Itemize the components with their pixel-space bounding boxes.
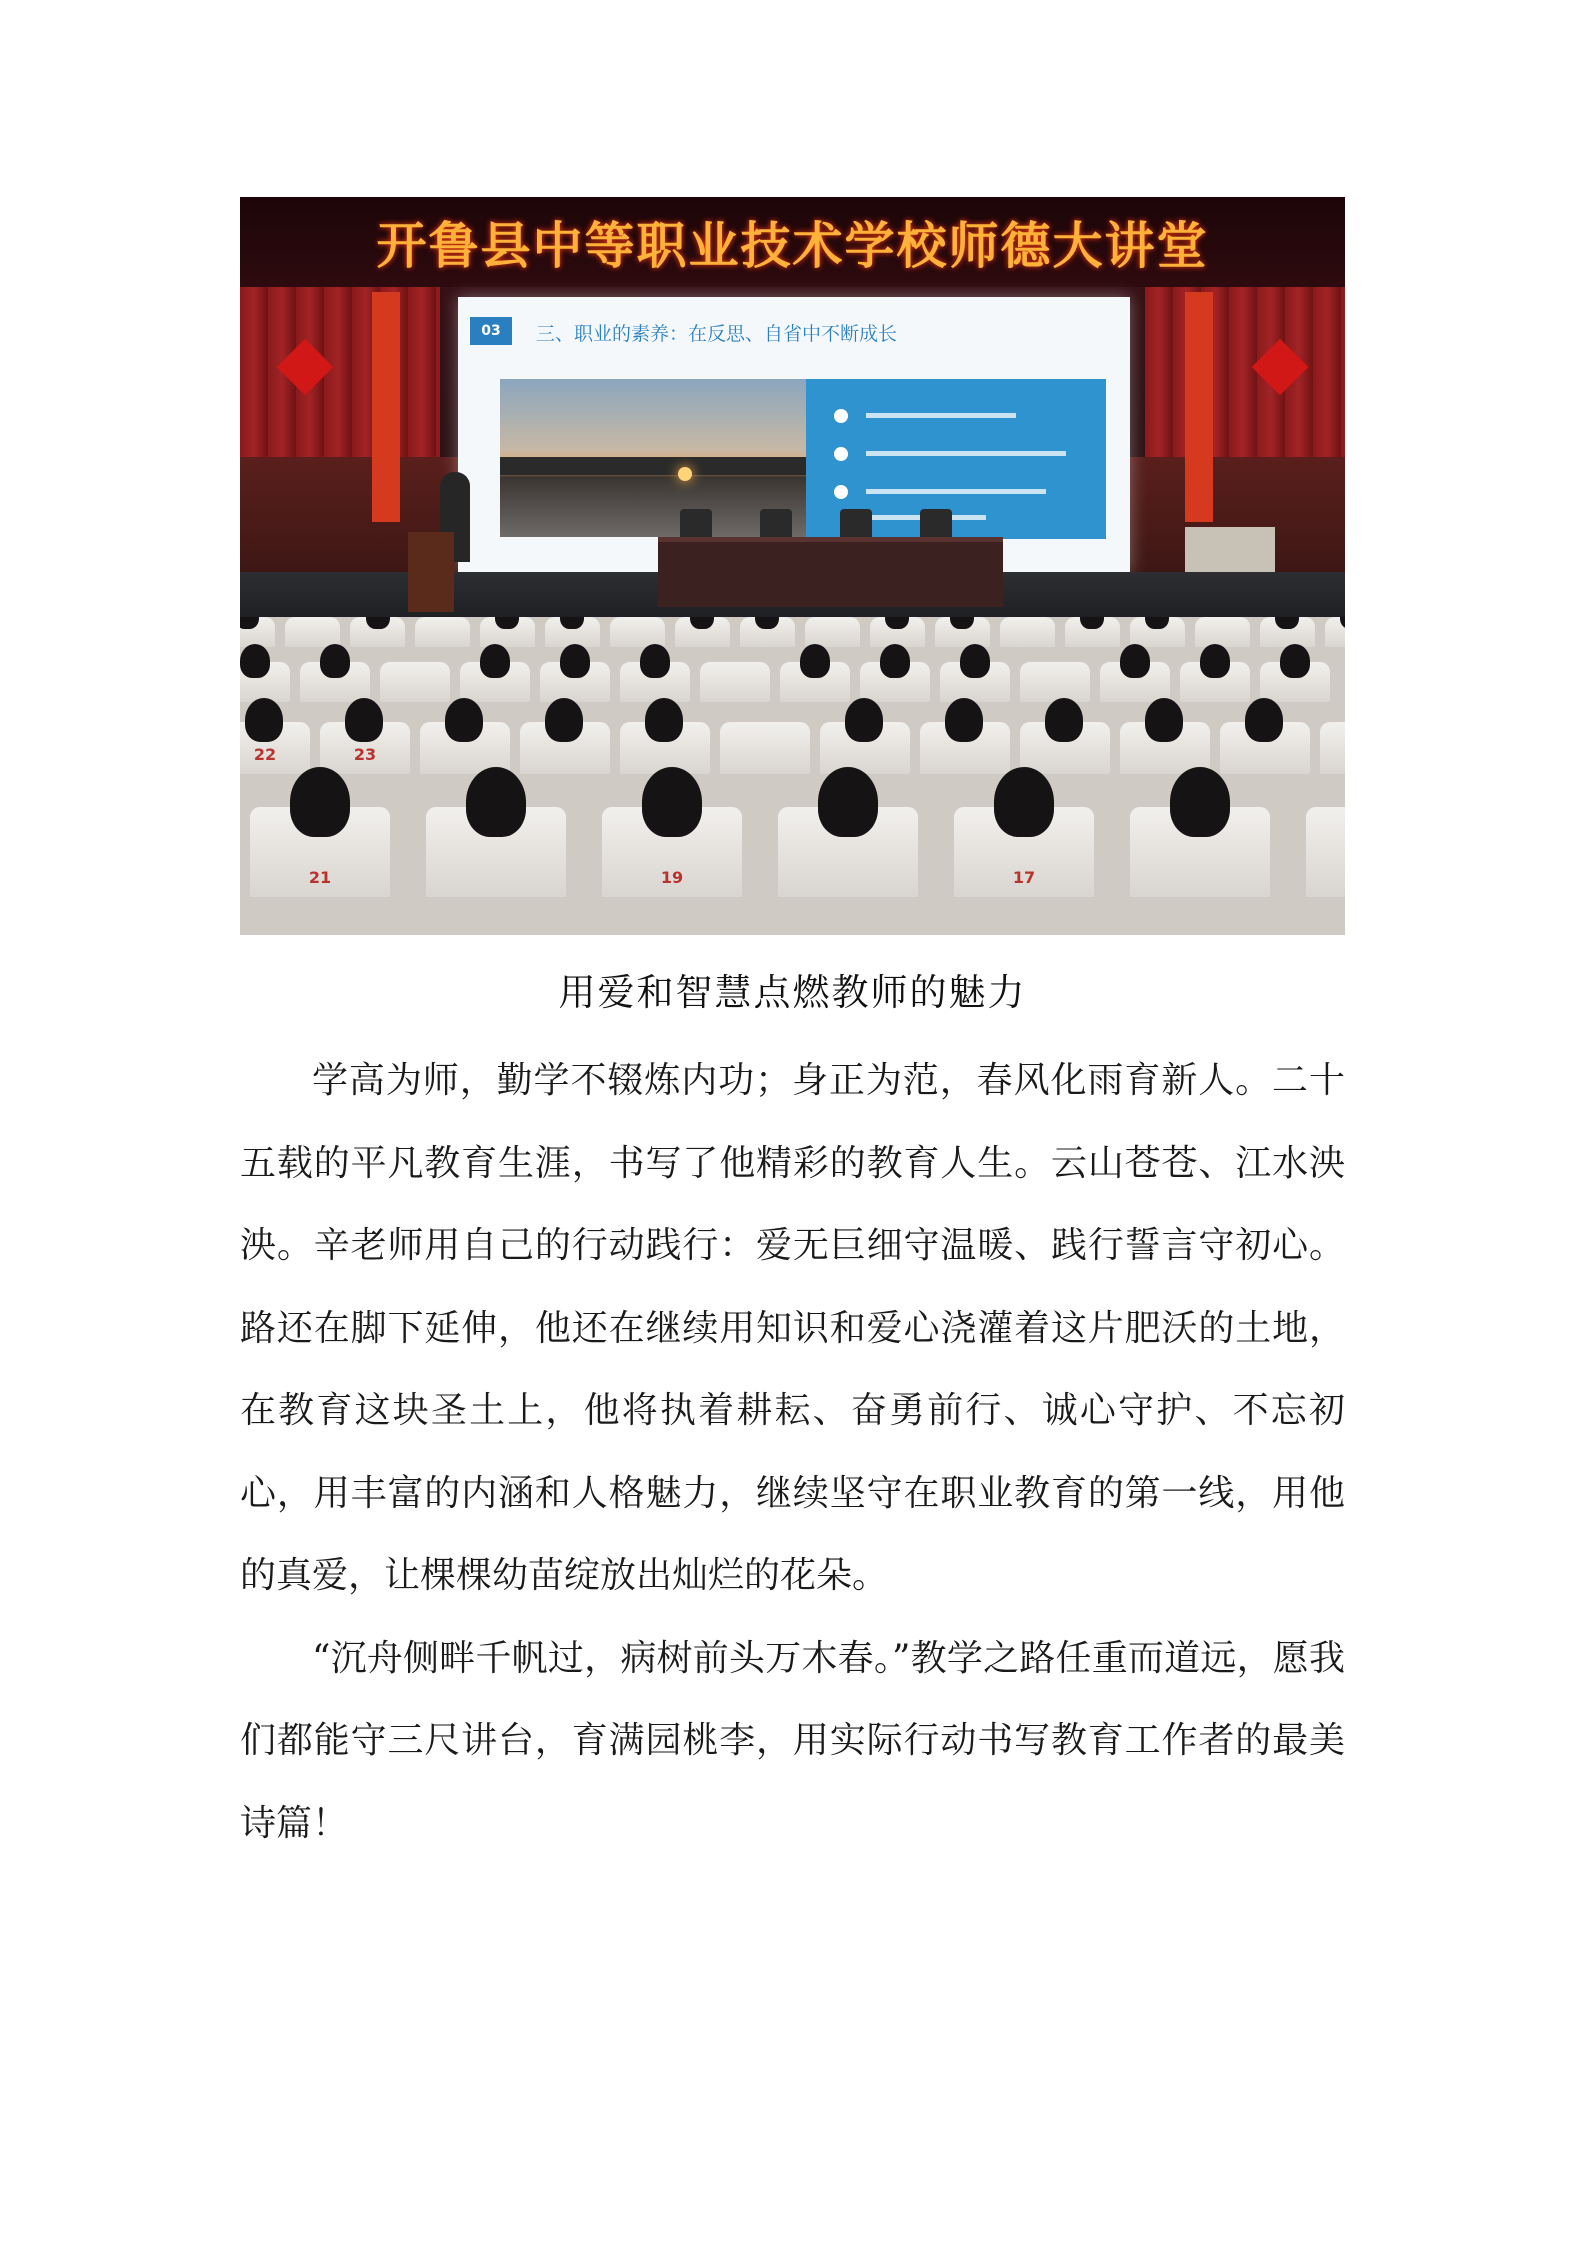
left-couplet-banner bbox=[372, 292, 400, 522]
seat-number: 21 bbox=[308, 868, 332, 887]
seat-number: 17 bbox=[1012, 868, 1036, 887]
sun-icon bbox=[678, 467, 692, 481]
article-body bbox=[240, 1040, 1345, 1865]
stacked-boxes bbox=[1185, 527, 1275, 572]
seat-number: 19 bbox=[660, 868, 684, 887]
podium bbox=[408, 532, 454, 612]
presidium-table bbox=[658, 537, 1003, 607]
banner-text: 开鲁县中等职业技术学校师德大讲堂 bbox=[376, 216, 1209, 275]
right-couplet-banner bbox=[1185, 292, 1213, 522]
seat-number: 23 bbox=[353, 745, 377, 764]
slide-number: 03 bbox=[470, 317, 512, 345]
lecture-hall-photo bbox=[240, 197, 1345, 935]
seat-number: 22 bbox=[253, 745, 277, 764]
audience-seating bbox=[240, 617, 1345, 935]
slide-title: 三、职业的素养：在反思、自省中不断成长 bbox=[536, 323, 898, 345]
photo-caption: 用爱和智慧点燃教师的魅力 bbox=[558, 971, 1027, 1014]
article-paragraph: “沉舟侧畔千帆过，病树前头万木春。”教学之路任重而道远，愿我们都能守三尺讲台，育满园桃李，用实际行动书写教育工作者的最美诗篇！ bbox=[240, 1637, 1345, 1844]
article-paragraph: 学高为师，勤学不辍炼内功；身正为范，春风化雨育新人。二十五载的平凡教育生涯，书写了他精彩的教育人生。云山苍苍、江水泱泱。辛老师用自己的行动践行：爱无巨细守温暖、践行誓言守初心。路还在脚下延伸，他还在继续用知识和爱心浇灌着这片肥沃的土地，在教育这块圣土上，他将执着耕耘、奋勇前行、诚心守护、不忘初心，用丰富的内涵和人格魅力，继续坚守在职业教育的第一线，用他的真爱，让棵棵幼苗绽放出灿烂的花朵。 bbox=[240, 1060, 1345, 1596]
projection-screen bbox=[458, 297, 1130, 572]
event-banner bbox=[240, 197, 1345, 287]
